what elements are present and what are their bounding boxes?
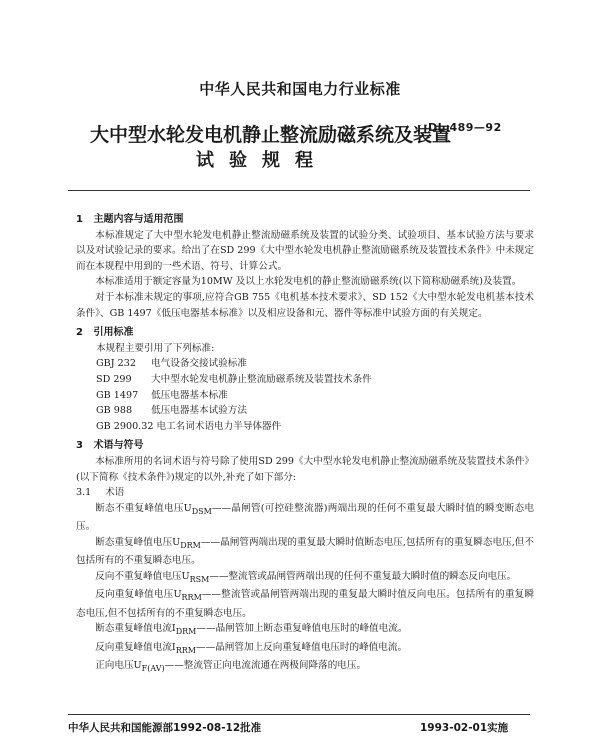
paragraph: 本标准所用的名词术语与符号除了使用SD 299《大中型水轮发电机静止整流励磁系统及装置技术条件》(以下简称《技术条件》)规定的以外,补充了如下部分:	[76, 455, 534, 483]
paragraph: 对于本标准未规定的事项,应符合GB 755《电机基本技术要求》、SD 152《大中型水轮发电机基本技术条件》、GB 1497《低压电器基本标准》以及相应设备和元、器件等标准中试验方面的有关规定。	[76, 291, 534, 319]
document-subtitle: 试验规程	[196, 150, 328, 171]
reference-code: GBJ 232	[96, 358, 136, 370]
paragraph: 本标准规定了大中型水轮发电机静止整流励磁系统及装置的试验分类、试验项目、基本试验方法与要求以及对试验记录的要求。给出了在SD 299《大中型水轮发电机静止整流励磁系统及装置技术条件》中未规定而在本规程中用到的一些术语、符号、计算公式。	[76, 229, 534, 272]
term-definition: 断态重复峰值电流$I_{DRM}——$晶闸管加上断态重复峰值电压时的峰值电流。	[95, 623, 408, 637]
section-title: 引用标准	[93, 327, 134, 339]
reference-item	[76, 403, 534, 419]
term-definition: 正向电压$U_{F(AV)}——$整流管正向电流流通在两极间降落的电压。	[95, 660, 367, 674]
footer-divider	[68, 714, 530, 715]
industry-standard-label: 中华人民共和国电力行业标准	[199, 80, 401, 98]
reference-item	[76, 372, 534, 388]
reference-item	[76, 419, 534, 435]
paragraph: 本标准适用于额定容量为10MW 及以上水轮发电机的静止整流励磁系统(以下简称励磁系统)及装置。	[95, 276, 522, 288]
approval-date: 中华人民共和国能源部1992-08-12批准	[68, 722, 262, 734]
term-definition: 反向不重复峰值电压$U_{RSM}——$整流管或晶闸管两端出现的任何不重复最大瞬时值的瞬态反向电压。	[95, 570, 517, 584]
reference-code: GB 2900.32	[96, 420, 154, 432]
subsection-heading	[76, 485, 534, 501]
references-intro: 本规程主要引用了下列标准:	[96, 342, 215, 354]
reference-code: GB 988	[96, 405, 133, 417]
section-title: 术语与符号	[93, 440, 144, 452]
reference-item	[76, 388, 534, 404]
reference-name: 电工名词术语电力半导体器件	[156, 420, 282, 432]
term-definition: 反向重复峰值电压$U_{RRM}——$整流管或晶闸管两端出现的重复最大瞬时值反向电压。包括所有的重复瞬态电压,但不包括所有的不重复瞬态电压。	[76, 589, 534, 619]
reference-name: 低压电器基本试验方法	[151, 405, 247, 417]
document-body	[76, 212, 534, 677]
subsection-number: 3.1	[76, 487, 92, 499]
section-title: 主题内容与适用范围	[93, 214, 184, 225]
term-definition: 反向重复峰值电流$I_{RRM}——$晶闸管加上反向重复峰值电压时的峰值电流。	[95, 641, 408, 655]
section-number: 2	[76, 327, 83, 339]
reference-name: 电气设备交接试验标准	[151, 358, 247, 370]
standard-number: DL 489—92	[428, 121, 502, 134]
document-title: 大中型水轮发电机静止整流励磁系统及装置	[90, 124, 452, 146]
section-2-heading	[76, 325, 534, 341]
reference-code: GB 1497	[96, 389, 139, 401]
term-definition: 断态重复峰值电压$U_{DRM}——$晶闸管两端出现的重复最大瞬时值断态电压,包括所有的重复瞬态电压,但不包括所有的不重复瞬态电压。	[76, 536, 534, 567]
section-1-heading	[76, 212, 534, 228]
reference-code: SD 299	[96, 373, 132, 385]
term-definition: 断态不重复峰值电压$U_{DSM}——$晶闸管(可控硅整流器)两端出现的任何不重复最大瞬时值的瞬变断态电压。	[76, 502, 534, 533]
section-number: 3	[76, 440, 83, 452]
reference-name: 低压电器基本标准	[151, 389, 228, 401]
section-number: 1	[76, 214, 83, 225]
reference-name: 大中型水轮发电机静止整流励磁系统及装置技术条件	[151, 373, 372, 385]
effective-date: 1993-02-01实施	[420, 722, 509, 734]
header-divider	[68, 190, 530, 191]
subsection-title: 术语	[105, 487, 125, 499]
reference-item	[76, 356, 534, 372]
section-3-heading	[76, 438, 534, 454]
